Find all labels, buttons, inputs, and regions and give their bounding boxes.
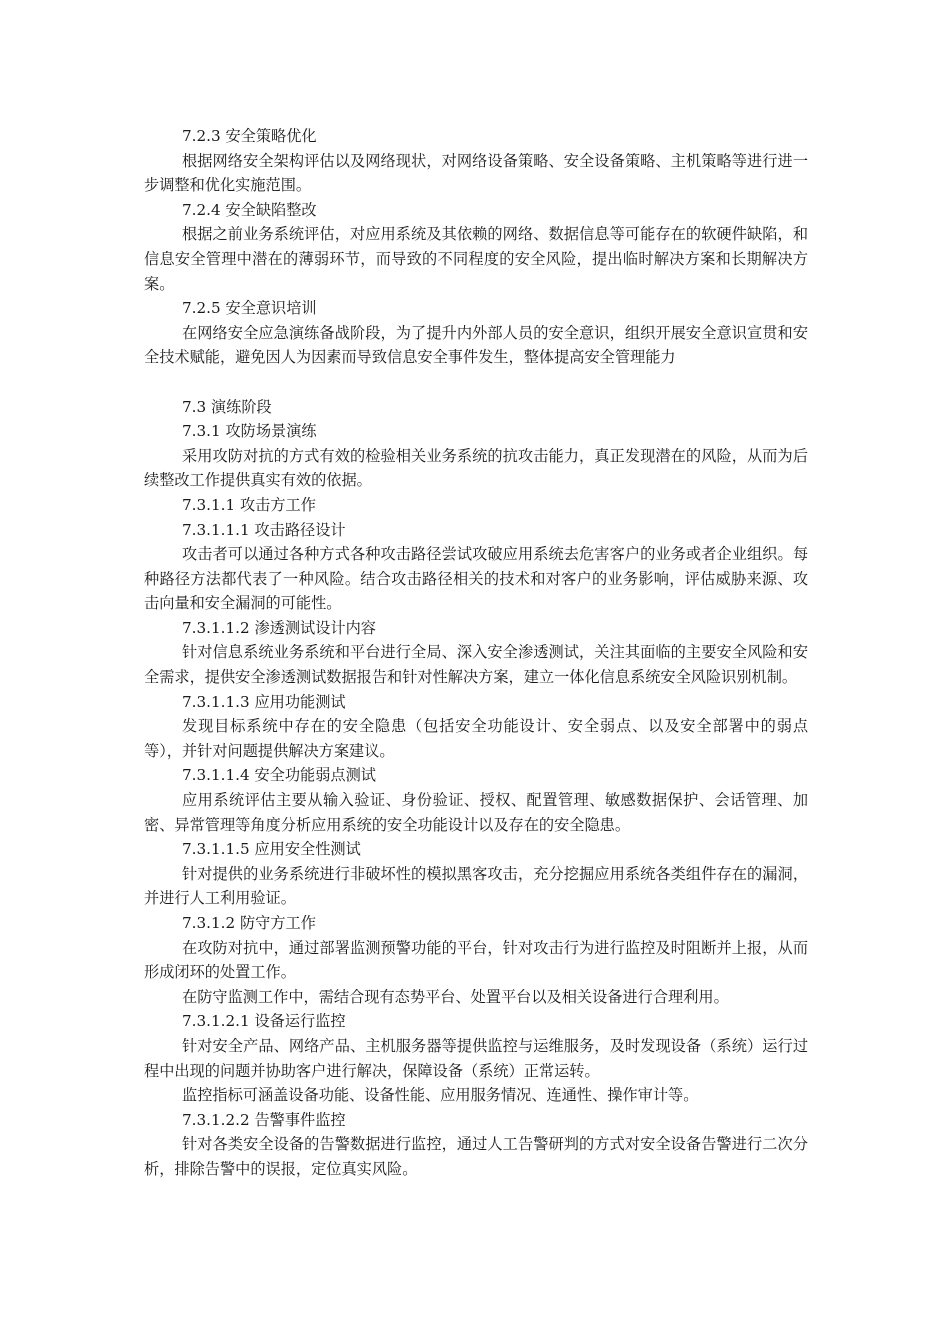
paragraph: 攻击者可以通过各种方式各种攻击路径尝试攻破应用系统去危害客户的业务或者企业组织。每种路径方法都代表了一种风险。结合攻击路径相关的技术和对客户的业务影响，评估威胁来源、攻击向量和安全漏洞的可能性。 — [144, 545, 808, 613]
paragraph: 监控指标可涵盖设备功能、设备性能、应用服务情况、连通性、操作审计等。 — [182, 1086, 699, 1105]
paragraph: 根据之前业务系统评估，对应用系统及其依赖的网络、数据信息等可能存在的软硬件缺陷，和信息安全管理中潜在的薄弱环节，而导致的不同程度的安全风险，提出临时解决方案和长期解决方案。 — [144, 225, 808, 293]
blank-line — [144, 370, 808, 395]
section-heading-7-2-3: 7.2.3 安全策略优化 — [182, 127, 317, 145]
paragraph: 在防守监测工作中，需结合现有态势平台、处置平台以及相关设备进行合理利用。 — [182, 987, 729, 1006]
paragraph: 在攻防对抗中，通过部署监测预警功能的平台，针对攻击行为进行监控及时阻断并上报，从而形成闭环的处置工作。 — [144, 938, 808, 982]
paragraph: 在网络安全应急演练备战阶段，为了提升内外部人员的安全意识，组织开展安全意识宣贯和安全技术赋能，避免因人为因素而导致信息安全事件发生，整体提高安全管理能力 — [144, 323, 808, 367]
section-heading-7-3-1-2-1: 7.3.1.2.1 设备运行监控 — [182, 1012, 346, 1031]
paragraph: 针对安全产品、网络产品、主机服务器等提供监控与运维服务，及时发现设备（系统）运行过程中出现的问题并协助客户进行解决，保障设备（系统）正常运转。 — [144, 1036, 808, 1080]
section-heading-7-2-5: 7.2.5 安全意识培训 — [182, 299, 317, 318]
paragraph: 发现目标系统中存在的安全隐患（包括安全功能设计、安全弱点、以及安全部署中的弱点等），并针对问题提供解决方案建议。 — [144, 717, 808, 760]
section-heading-7-3-1-1-4: 7.3.1.1.4 安全功能弱点测试 — [182, 766, 376, 785]
section-heading-7-3-1: 7.3.1 攻防场景演练 — [182, 422, 317, 441]
paragraph: 根据网络安全架构评估以及网络现状，对网络设备策略、安全设备策略、主机策略等进行进一步调整和优化实施范围。 — [144, 151, 808, 195]
document-body — [144, 124, 808, 1182]
section-heading-7-3-1-2: 7.3.1.2 防守方工作 — [182, 914, 316, 932]
section-heading-7-3-1-1-5: 7.3.1.1.5 应用安全性测试 — [182, 840, 361, 859]
section-heading-7-3-1-1: 7.3.1.1 攻击方工作 — [182, 495, 316, 514]
section-heading-7-3-1-1-2: 7.3.1.1.2 渗透测试设计内容 — [182, 618, 376, 637]
section-heading-7-3-1-1-3: 7.3.1.1.3 应用功能测试 — [182, 692, 346, 711]
section-heading-7-3: 7.3 演练阶段 — [182, 397, 272, 416]
paragraph: 针对各类安全设备的告警数据进行监控，通过人工告警研判的方式对安全设备告警进行二次分析，排除告警中的误报，定位真实风险。 — [144, 1135, 808, 1178]
paragraph: 针对提供的业务系统进行非破坏性的模拟黑客攻击，充分挖掘应用系统各类组件存在的漏洞，并进行人工利用验证。 — [144, 864, 808, 908]
paragraph: 采用攻防对抗的方式有效的检验相关业务系统的抗攻击能力，真正发现潜在的风险，从而为后续整改工作提供真实有效的依据。 — [144, 446, 808, 490]
paragraph: 针对信息系统业务系统和平台进行全局、深入安全渗透测试，关注其面临的主要安全风险和安全需求，提供安全渗透测试数据报告和针对性解决方案，建立一体化信息系统安全风险识别机制。 — [144, 643, 808, 687]
paragraph: 应用系统评估主要从输入验证、身份验证、授权、配置管理、敏感数据保护、会话管理、加密、异常管理等角度分析应用系统的安全功能设计以及存在的安全隐患。 — [144, 791, 808, 834]
section-heading-7-3-1-2-2: 7.3.1.2.2 告警事件监控 — [182, 1110, 346, 1129]
section-heading-7-2-4: 7.2.4 安全缺陷整改 — [182, 200, 317, 219]
section-heading-7-3-1-1-1: 7.3.1.1.1 攻击路径设计 — [182, 520, 346, 539]
